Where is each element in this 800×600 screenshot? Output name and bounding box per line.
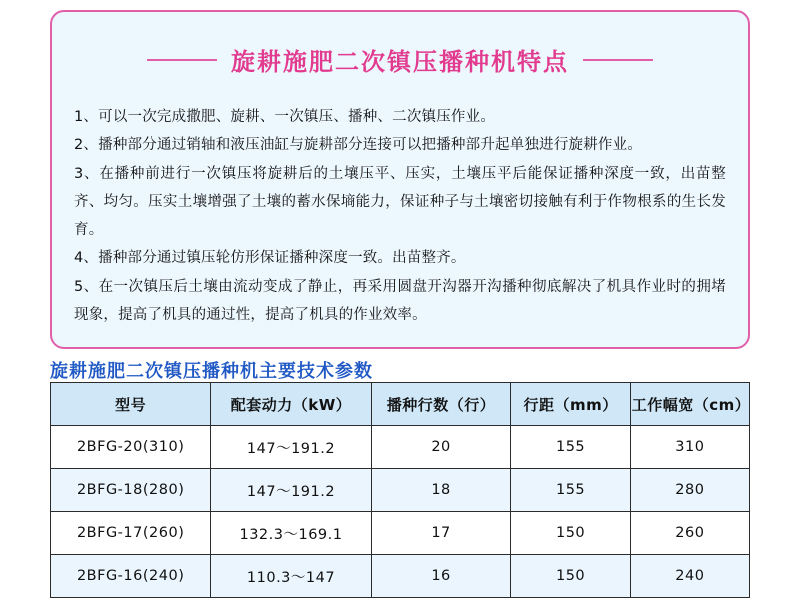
feature-item: 5、在一次镇压后土壤由流动变成了静止，再采用圆盘开沟器开沟播种彻底解决了机具作业时的拥堵现象，提高了机具的通过性，提高了机具的作业效率。 bbox=[74, 278, 726, 324]
cell-rows: 18 bbox=[371, 469, 511, 512]
cell-rows: 17 bbox=[371, 512, 511, 555]
feature-item: 1、可以一次完成撒肥、旋耕、一次镇压、播种、二次镇压作业。 bbox=[74, 109, 496, 126]
cell-spacing: 155 bbox=[511, 469, 630, 512]
feature-item: 3、在播种前进行一次镇压将旋耕后的土壤压平、压实，土壤压平后能保证播种深度一致，出苗整齐、均匀。压实土壤增强了土壤的蓄水保墒能力，保证种子与土壤密切接触有利于作物根系的生长发育。 bbox=[74, 165, 726, 239]
title-rule-right bbox=[583, 59, 653, 61]
title-rule-left bbox=[147, 59, 217, 61]
cell-rows: 16 bbox=[371, 555, 511, 598]
cell-power: 110.3～147 bbox=[211, 555, 371, 598]
cell-width: 310 bbox=[630, 426, 749, 469]
cell-width: 240 bbox=[630, 555, 749, 598]
column-header-rows: 播种行数（行） bbox=[371, 383, 511, 426]
features-panel bbox=[50, 10, 750, 349]
table-row bbox=[51, 469, 750, 512]
table-row bbox=[51, 426, 750, 469]
spec-title: 旋耕施肥二次镇压播种机主要技术参数 bbox=[50, 360, 373, 382]
cell-power: 132.3～169.1 bbox=[211, 512, 371, 555]
cell-spacing: 150 bbox=[511, 512, 630, 555]
column-header-model: 型号 bbox=[51, 383, 211, 426]
spec-table-body bbox=[51, 426, 750, 598]
table-row bbox=[51, 555, 750, 598]
cell-model: 2BFG-18(280) bbox=[51, 469, 211, 512]
features-title: 旋耕施肥二次镇压播种机特点 bbox=[231, 48, 569, 77]
cell-model: 2BFG-20(310) bbox=[51, 426, 211, 469]
spec-table-head bbox=[51, 383, 750, 426]
table-row bbox=[51, 512, 750, 555]
table-header-row bbox=[51, 383, 750, 426]
cell-model: 2BFG-16(240) bbox=[51, 555, 211, 598]
cell-spacing: 155 bbox=[511, 426, 630, 469]
column-header-power: 配套动力（kW） bbox=[211, 383, 371, 426]
cell-width: 260 bbox=[630, 512, 749, 555]
feature-item: 2、播种部分通过销轴和液压油缸与旋耕部分连接可以把播种部升起单独进行旋耕作业。 bbox=[74, 137, 643, 154]
cell-rows: 20 bbox=[371, 426, 511, 469]
column-header-spacing: 行距（mm） bbox=[511, 383, 630, 426]
cell-power: 147～191.2 bbox=[211, 426, 371, 469]
feature-item: 4、播种部分通过镇压轮仿形保证播种深度一致。出苗整齐。 bbox=[74, 250, 466, 267]
cell-width: 280 bbox=[630, 469, 749, 512]
spec-table bbox=[50, 382, 750, 598]
features-title-row bbox=[74, 26, 726, 93]
cell-power: 147～191.2 bbox=[211, 469, 371, 512]
cell-model: 2BFG-17(260) bbox=[51, 512, 211, 555]
column-header-width: 工作幅宽（cm） bbox=[630, 383, 749, 426]
cell-spacing: 150 bbox=[511, 555, 630, 598]
